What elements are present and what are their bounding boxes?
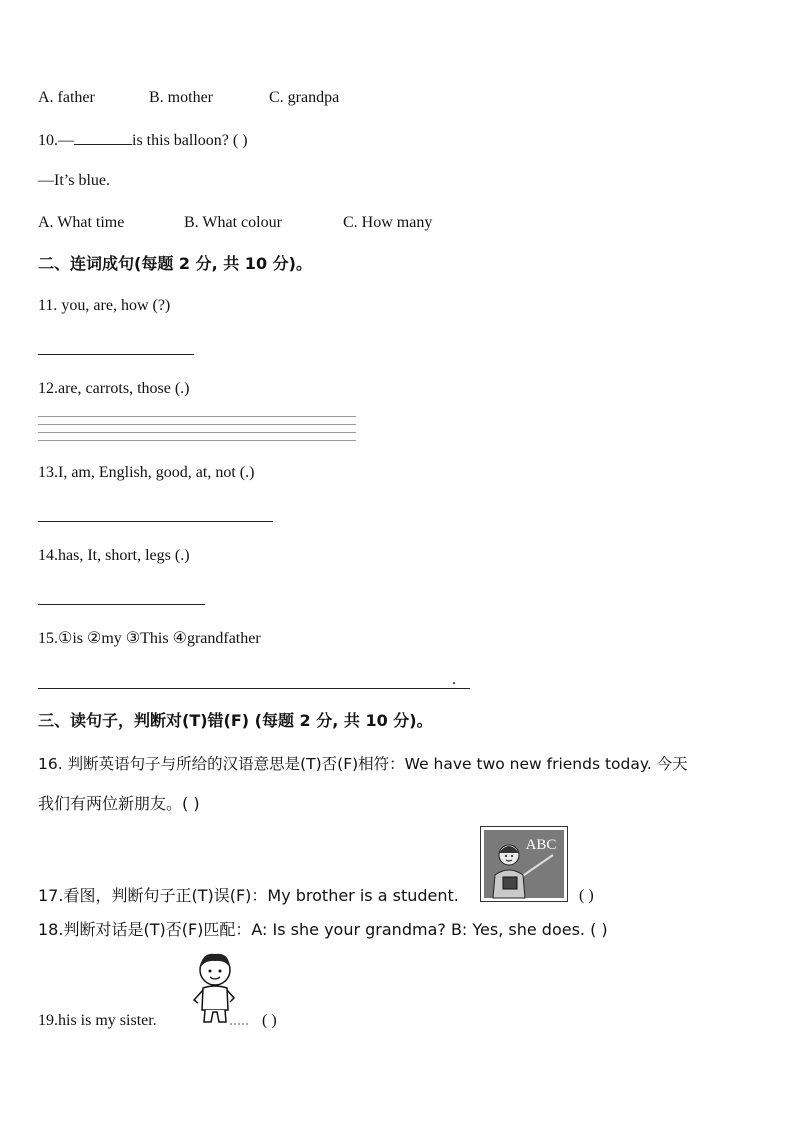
boy-picture [188,948,250,1028]
q10-option-c: C. How many [343,214,433,231]
q9-options [38,88,339,108]
q10-options [38,213,432,233]
q10-prefix: 10.— [38,132,74,149]
q10-option-b: B. What colour [184,214,282,231]
q11-prompt: 11. you, are, how (?) [38,297,171,314]
q17-prompt: 17.看图，判断句子正(T)误(F)：My brother is a student. [38,886,459,905]
q16-line-2: 我们有两位新朋友。( ) [38,794,200,813]
q9-option-c: C. grandpa [269,89,340,106]
q10-blank[interactable] [74,130,132,145]
section-2-heading: 二、连词成句(每题 2 分, 共 10 分)。 [38,254,312,273]
q12-prompt: 12.are, carrots, those (.) [38,380,190,397]
boy-illustration [188,948,250,1028]
q9-option-b: B. mother [149,89,213,106]
q19-prompt: 19.his is my sister. [38,1012,157,1029]
q15-answer-line[interactable] [38,688,470,689]
board-text: ABC [525,837,557,853]
q17-answer-paren[interactable]: ( ) [579,887,594,904]
q12-answer-lines[interactable] [38,416,356,448]
q15-prompt: 15.①is ②my ③This ④grandfather [38,630,261,647]
q10-question [38,130,248,151]
q13-prompt: 13.I, am, English, good, at, not (.) [38,464,255,481]
q10-reply: —It’s blue. [38,172,110,189]
teacher-illustration [481,827,567,901]
section-3-heading: 三、读句子，判断对(T)错(F) (每题 2 分, 共 10 分)。 [38,711,433,730]
q13-answer-line[interactable] [38,521,273,522]
q16-line-1: 16. 判断英语句子与所给的汉语意思是(T)否(F)相符：We have two new friends today. 今天 [38,755,688,773]
q19-answer-paren[interactable]: ( ) [262,1012,277,1029]
q9-option-a: A. father [38,89,95,106]
q10-option-a: A. What time [38,214,125,231]
q14-answer-line[interactable] [38,604,205,605]
teacher-picture [480,826,568,902]
q10-suffix: is this balloon? ( ) [132,132,248,149]
q11-answer-line[interactable] [38,354,194,355]
q14-prompt: 14.has, It, short, legs (.) [38,547,190,564]
q15-period: . [452,671,456,688]
q18-prompt: 18.判断对话是(T)否(F)匹配：A: Is she your grandma? B: Yes, she does. ( ) [38,920,608,939]
